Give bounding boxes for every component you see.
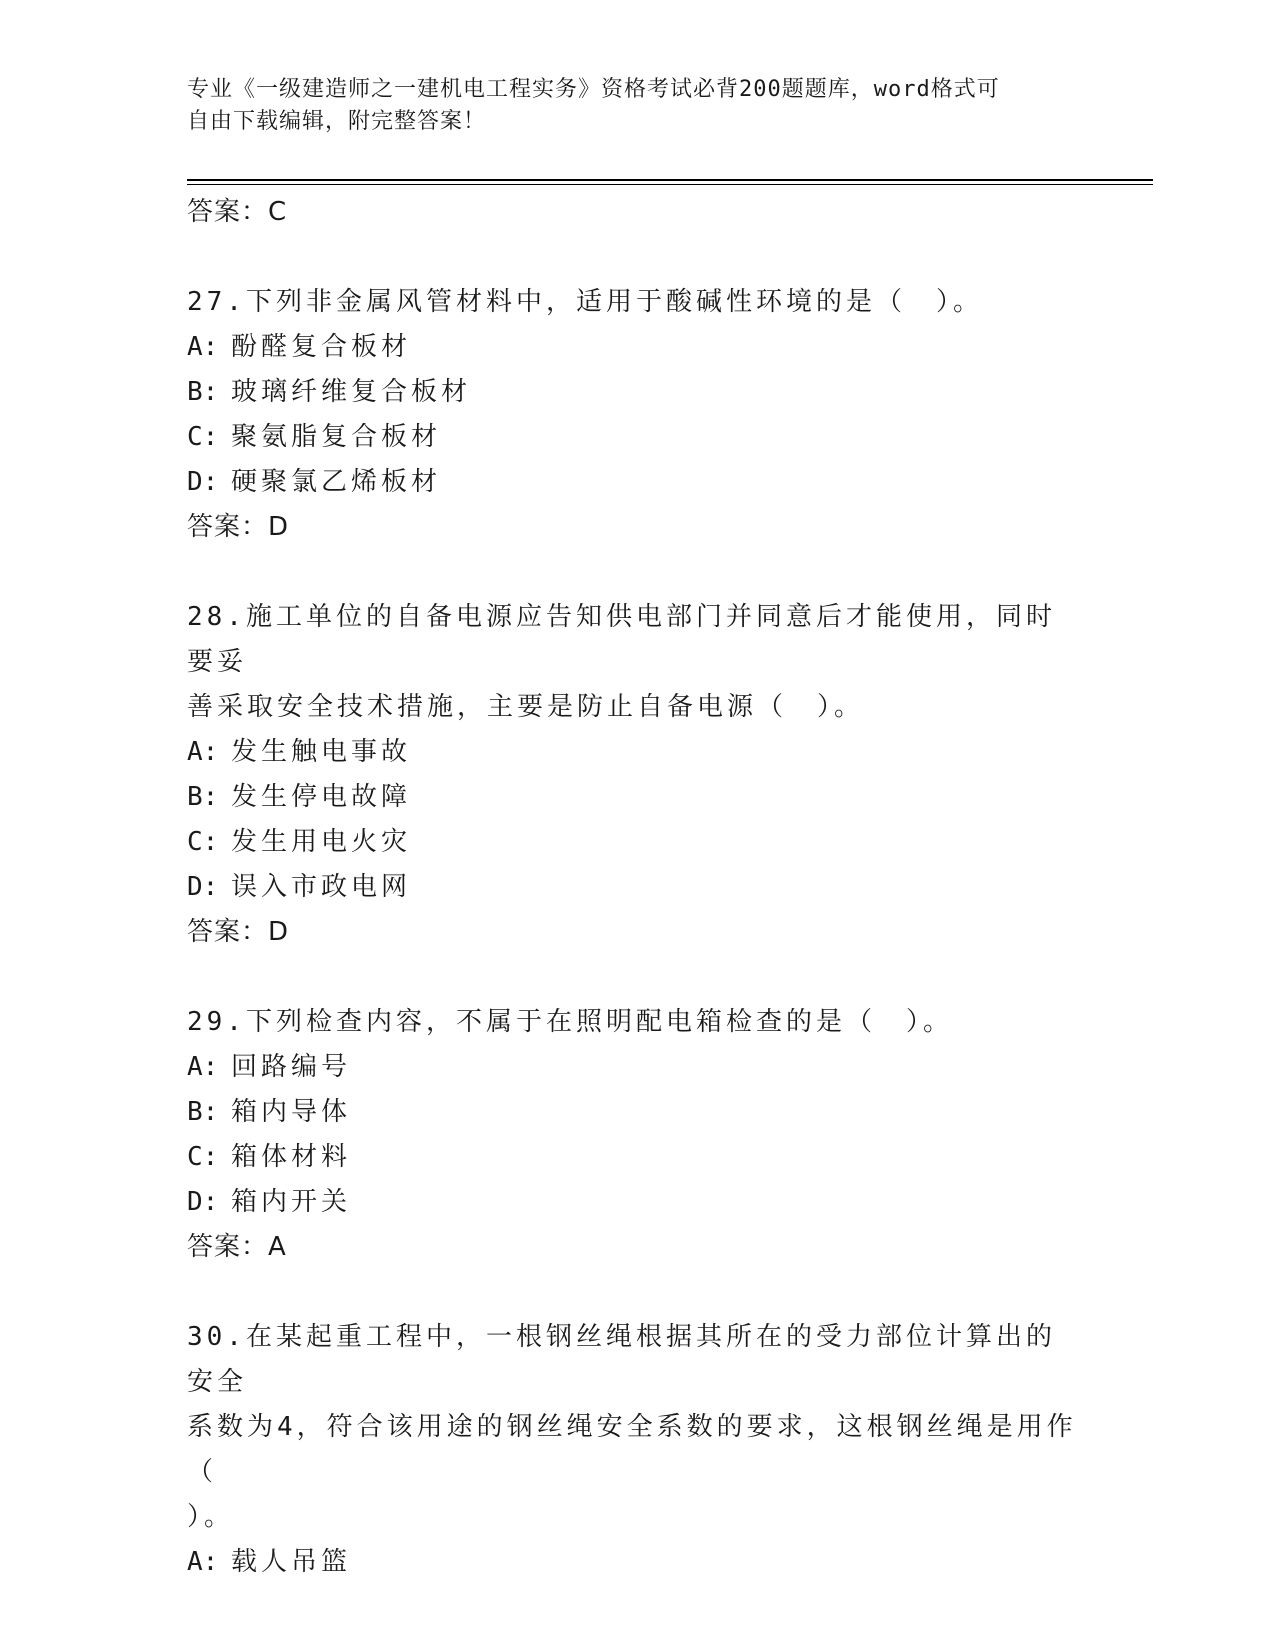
question-29 <box>187 1000 1087 1269</box>
option-label: D: <box>187 467 219 497</box>
question-stem-line: ）。 <box>187 1502 235 1532</box>
option-d <box>187 865 1087 910</box>
question-stem <box>187 280 1077 325</box>
header-line-2: 自由下载编辑，附完整答案！ <box>187 109 487 134</box>
option-a <box>187 730 1087 775</box>
header-rule-thin <box>187 184 1153 185</box>
previous-answer: 答案：C <box>187 197 288 227</box>
option-b <box>187 775 1087 820</box>
page-header <box>187 74 1067 138</box>
option-text: 载人吊篮 <box>231 1547 352 1577</box>
option-label: A: <box>187 332 219 362</box>
option-label: C: <box>187 1142 219 1172</box>
option-b <box>187 370 1087 415</box>
option-label: A: <box>187 1052 219 1082</box>
answer: 答案：A <box>187 1232 287 1262</box>
answer: 答案：D <box>187 512 290 542</box>
answer: 答案：D <box>187 917 290 947</box>
question-stem-line: 27.下列非金属风管材料中，适用于酸碱性环境的是（ ）。 <box>187 287 983 317</box>
option-c <box>187 820 1087 865</box>
option-text: 箱体材料 <box>231 1142 352 1172</box>
option-b <box>187 1090 1087 1135</box>
option-label: D: <box>187 1187 219 1217</box>
question-stem-line: 系数为4，符合该用途的钢丝绳安全系数的要求，这根钢丝绳是用作（ <box>187 1412 1077 1487</box>
option-d <box>187 1180 1087 1225</box>
option-text: 发生用电火灾 <box>231 827 412 857</box>
option-text: 回路编号 <box>231 1052 352 1082</box>
question-list <box>187 190 1087 1585</box>
question-stem <box>187 1315 1077 1540</box>
option-text: 误入市政电网 <box>231 872 412 902</box>
option-label: D: <box>187 872 219 902</box>
option-d <box>187 460 1087 505</box>
option-text: 箱内开关 <box>231 1187 352 1217</box>
question-stem <box>187 595 1077 730</box>
question-stem <box>187 1000 1077 1045</box>
option-label: A: <box>187 737 219 767</box>
question-stem-line: 30.在某起重工程中，一根钢丝绳根据其所在的受力部位计算出的安全 <box>187 1322 1056 1397</box>
option-c <box>187 1135 1087 1180</box>
header-line-1: 专业《一级建造师之一建机电工程实务》资格考试必背200题题库，word格式可 <box>187 77 1000 102</box>
option-a <box>187 325 1087 370</box>
option-text: 发生停电故障 <box>231 782 412 812</box>
option-label: B: <box>187 782 219 812</box>
option-text: 聚氨脂复合板材 <box>231 422 442 452</box>
question-stem-line: 28.施工单位的自备电源应告知供电部门并同意后才能使用，同时要妥 <box>187 602 1056 677</box>
question-27 <box>187 280 1087 549</box>
option-text: 发生触电事故 <box>231 737 412 767</box>
option-text: 酚醛复合板材 <box>231 332 412 362</box>
option-label: B: <box>187 1097 219 1127</box>
question-stem-line: 善采取安全技术措施，主要是防止自备电源（ ）。 <box>187 692 865 722</box>
option-label: C: <box>187 827 219 857</box>
header-rule-thick <box>187 179 1153 181</box>
option-a <box>187 1045 1087 1090</box>
option-label: A: <box>187 1547 219 1577</box>
option-a <box>187 1540 1087 1585</box>
question-28 <box>187 595 1087 954</box>
option-text: 箱内导体 <box>231 1097 352 1127</box>
option-label: C: <box>187 422 219 452</box>
option-text: 硬聚氯乙烯板材 <box>231 467 442 497</box>
option-label: B: <box>187 377 219 407</box>
option-text: 玻璃纤维复合板材 <box>231 377 472 407</box>
question-stem-line: 29.下列检查内容，不属于在照明配电箱检查的是（ ）。 <box>187 1007 953 1037</box>
option-c <box>187 415 1087 460</box>
question-30 <box>187 1315 1087 1585</box>
